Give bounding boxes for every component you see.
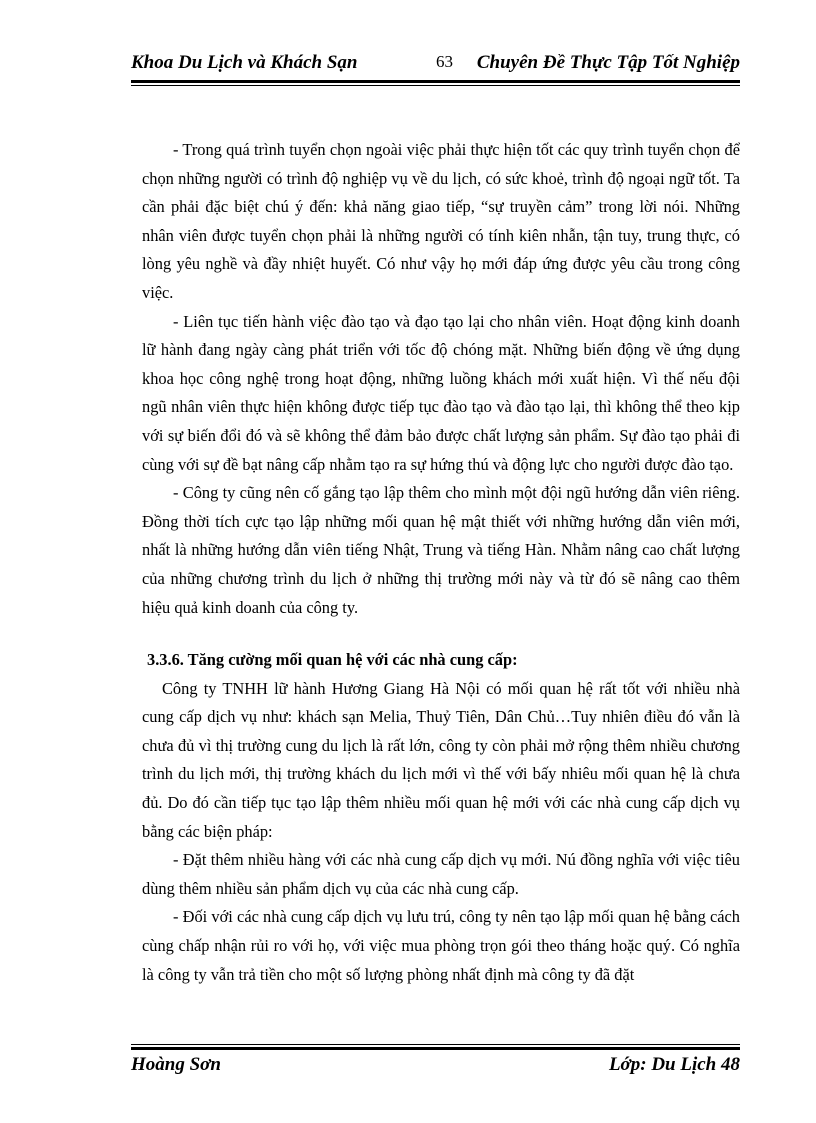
header-rule-thin: [131, 85, 740, 86]
page-header: [131, 52, 740, 78]
paragraph-accommodation: - Đối với các nhà cung cấp dịch vụ lưu trú, công ty nên tạo lập mối quan hệ bằng cách cùng chấp nhận rủi ro với họ, với việc mua phòng trọn gói theo tháng hoặc quý. Có nghĩa là công ty vẫn trả tiền cho một số lượng phòng nhất định mà công ty đã đặt: [142, 907, 740, 984]
paragraph-more-orders: - Đặt thêm nhiều hàng với các nhà cung cấp dịch vụ mới. Nú đồng nghĩa với việc tiêu dùng thêm nhiều sản phẩm dịch vụ của các nhà cung cấp.: [142, 850, 740, 898]
section-spacer: [142, 622, 740, 646]
paragraph-tour-guides: - Công ty cũng nên cố gắng tạo lập thêm cho mình một đội ngũ hướng dẫn viên riêng. Đồng thời tích cực tạo lập những mối quan hệ mật thiết với những hướng dẫn viên mới, nhất là những hướng dẫn viên tiếng Nhật, Trung và tiếng Hàn. Nhằm nâng cao chất lượng của những chương trình du lịch ở những thị trường mới này và từ đó sẽ nâng cao thêm hiệu quả kinh doanh của công ty.: [142, 483, 740, 617]
paragraph-recruitment: - Trong quá trình tuyển chọn ngoài việc phải thực hiện tốt các quy trình tuyển chọn để chọn những người có trình độ nghiệp vụ về du lịch, có sức khoẻ, trình độ ngoại ngữ tốt. Ta cần phải đặc biệt chú ý đến: khả năng giao tiếp, “sự truyền cảm” trong lời nói. Những nhân viên được tuyển chọn phải là những người có tính kiên nhẫn, tận tuy, trung thực, có lòng yêu nghề và đầy nhiệt huyết. Có như vậy họ mới đáp ứng được yêu cầu trong công việc.: [142, 140, 740, 302]
paragraph-training: - Liên tục tiến hành việc đào tạo và đạo tạo lại cho nhân viên. Hoạt động kinh doanh lữ hành đang ngày càng phát triển với tốc độ chóng mặt. Những biến động về ứng dụng khoa học công nghệ trong hoạt động, những luồng khách mới xuất hiện. Vì thế nếu đội ngũ nhân viên thực hiện không được tiếp tục đào tạo và đào tạo lại, thì không thể theo kịp với sự biến đổi đó và sẽ không thể đảm bảo được chất lượng sản phẩm. Sự đào tạo phải đi cùng với sự đề bạt nâng cấp nhằm tạo ra sự hứng thú và động lực cho người được đào tạo.: [142, 311, 740, 474]
footer-author: Hoàng Sơn: [131, 1054, 221, 1075]
page-footer: [131, 1054, 740, 1080]
header-rule-thick: [131, 80, 740, 83]
page-content: [142, 136, 740, 989]
section-heading: 3.3.6. Tăng cường mối quan hệ với các nhà cung cấp:: [147, 650, 518, 670]
paragraph-suppliers-intro: Công ty TNHH lữ hành Hương Giang Hà Nội có mối quan hệ rất tốt với nhiều nhà cung cấp dịch vụ như: khách sạn Melia, Thuỷ Tiên, Dân Chủ…Tuy nhiên điều đó vẫn là chưa đủ vì thị trường cung du lịch là rất lớn, công ty còn phải mở rộng thêm nhiều chương trình du lịch mới, thị trường khách du lịch mới vì thế với bấy nhiêu mối quan hệ là chưa đủ. Do đó cần tiếp tục tạo lập thêm nhiều mối quan hệ mới với các nhà cung cấp dịch vụ bằng các biện pháp:: [142, 678, 740, 841]
header-report-title: Chuyên Đề Thực Tập Tốt Nghiệp: [476, 52, 740, 73]
page-number: 63: [436, 52, 453, 71]
footer-rule-thick: [131, 1047, 740, 1050]
header-faculty: Khoa Du Lịch và Khách Sạn: [131, 52, 358, 73]
footer-class: Lớp: Du Lịch 48: [608, 1054, 740, 1075]
footer-rule-thin: [131, 1044, 740, 1045]
